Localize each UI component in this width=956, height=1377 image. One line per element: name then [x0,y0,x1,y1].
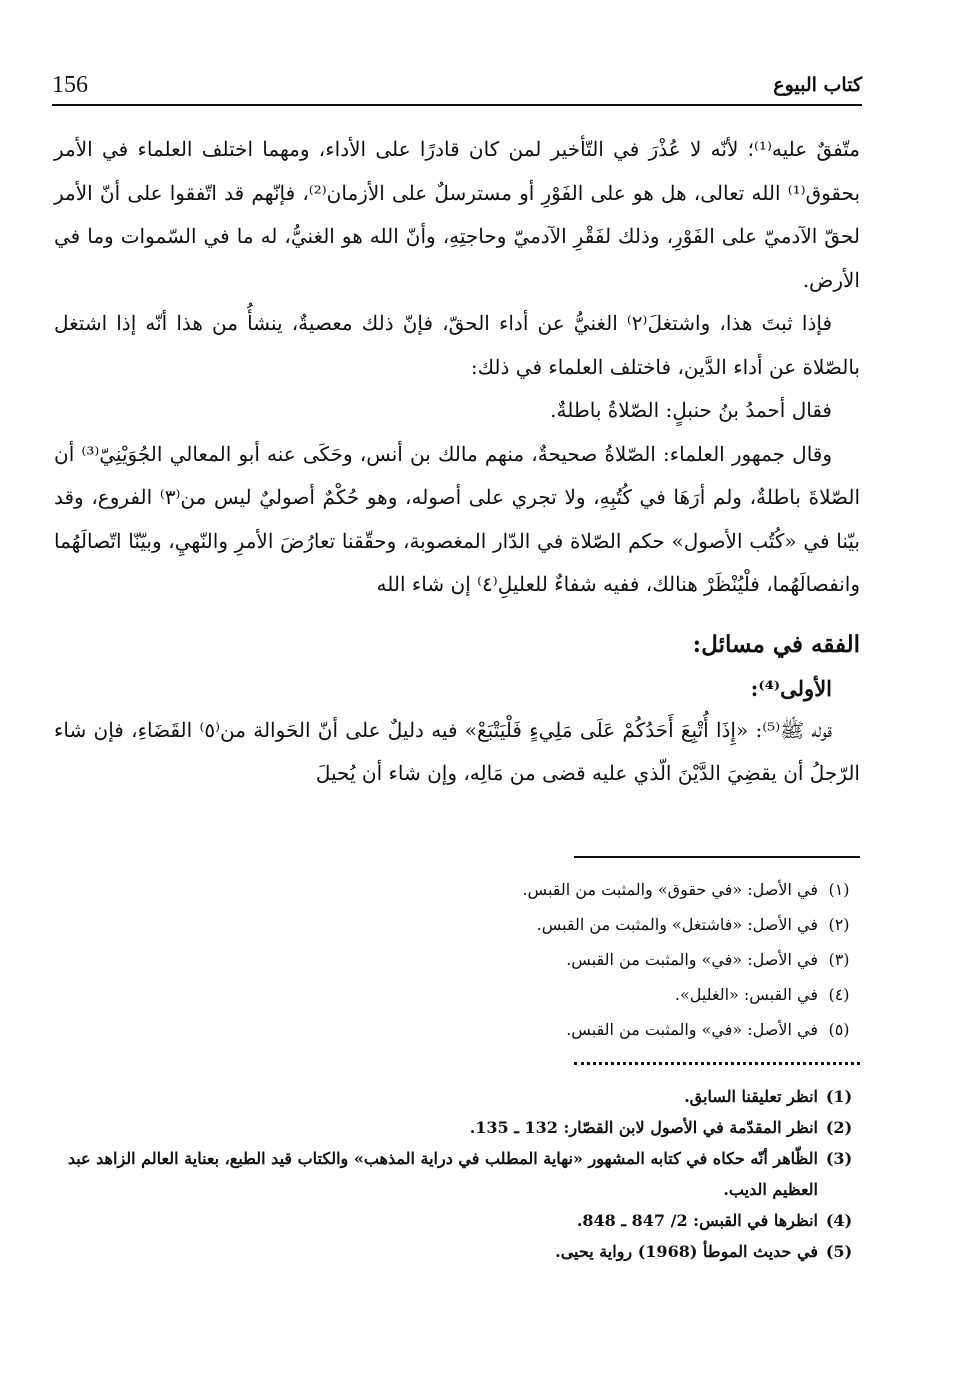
footnote-item [54,1112,860,1143]
paragraph-1: متّفقٌ عليه⁽¹⁾؛ لأنّه لا عُذْرَ في التّأخير لمن كان قادرًا على الأداء، ومهما اختلف العلماء في الأمر بحقوق⁽¹⁾ الله تعالى، هل هو على الفَوْرِ أو مسترسلٌ على الأزمان⁽²⁾، فإنّهم قد اتّفقوا على أنّ الأمر لحقّ الآدميّ على الفَوْرِ، وذلك لفَقْرِ الآدميّ وحاجتِهِ، وأنّ الله هو الغنيُّ، له ما في السّموات وما في الأرض. [54,137,861,292]
footnote-text: في حديث الموطأ (1968) رواية يحيى. [555,1242,818,1261]
footnote-separator [574,856,860,858]
footnote-text: في الأصل: «في» والمثبت من القبس. [566,1020,818,1039]
footnote-text: انظر تعليقنا السابق. [684,1087,818,1106]
footnote-item [54,907,860,942]
sub-title: الأولى⁽⁴⁾: [750,675,832,701]
dotted-separator [574,1062,860,1065]
footnote-number: (3) [825,1149,853,1168]
paragraph-3: فقال أحمدُ بنُ حنبلٍ: الصّلاةُ باطلةٌ. [550,398,832,422]
paragraph-5: قوله ﷺ⁽⁵⁾: «إِذَا أُتْبِعَ أَحَدُكُمْ عَلَى مَلِيءٍ فَلْيَتْبَعْ» فيه دليلٌ على أنّ الحَوالة من⁽٥⁾ القَضَاءِ، فإن شاء الرّجلُ أن يقضِيَ الدَّيْنَ الّذي عليه قضى من مَالِه، وإن شاء أن يُحيلَ [54,717,860,785]
footnote-text: الظّاهر أنّه حكاه في كتابه المشهور «نهاية المطلب في دراية المذهب» والكتاب قيد الطبع، بعناية العالم الزاهد عبد العظيم الديب. [67,1149,818,1199]
footnote-number: (1) [825,1087,853,1106]
footnote-number: (2) [825,1118,853,1137]
footnote-number: (4) [825,1211,853,1230]
section-title: الفقه في مسائل: [692,630,860,658]
footnote-item [54,1205,860,1236]
footnote-number: (٢) [828,915,850,934]
footnote-number: (٤) [828,985,850,1004]
footnote-item [54,942,860,977]
footnote-item [54,1236,860,1267]
footnote-text: في الأصل: «فاشتغل» والمثبت من القبس. [536,915,818,934]
main-text [54,128,860,796]
footnote-text: في الأصل: «في» والمثبت من القبس. [566,950,818,969]
manuscript-footnotes [54,856,860,1047]
footnote-number: (١) [828,880,850,899]
footnote-item [54,977,860,1012]
page-header [52,66,862,106]
footnote-item [54,1081,860,1112]
footnote-text: انظرها في القبس: 2/ 847 ـ 848. [576,1211,818,1230]
editor-footnote-list [54,1081,860,1267]
page-number: 156 [52,72,88,98]
footnote-number: (٣) [828,950,850,969]
paragraph-4: وقال جمهور العلماء: الصّلاةُ صحيحةٌ، منهم مالك بن أنس، وحَكَى عنه أبو المعالي الجُوَيْنِيّ⁽³⁾ أن الصّلاةَ باطلةٌ، ولم أرَهَا في كُتُبِهِ، ولا تجري على أصوله، وهو حُكْمٌ أصوليٌ ليس من⁽٣⁾ الفروع، وقد بيّنا في «كُتُب الأصول» حكم الصّلاة في الدّار المغصوبة، وحقّقنا تعارُضَ الأمرِ والنّهيِ، وبيّنّا اتّصالَهُما وانفصالَهُما، فلْيُنْظَرْ هنالك، ففيه شفاءٌ للعليلِ⁽٤⁾ إن شاء الله [54,441,860,596]
editor-footnotes [54,1062,860,1267]
footnote-text: في الأصل: «في حقوق» والمثبت من القبس. [522,880,818,899]
footnote-text: انظر المقدّمة في الأصول لابن القصّار: 132 ـ 135. [469,1118,818,1137]
footnote-item [54,1143,860,1205]
paragraph-2: فإذا ثبتَ هذا، واشتغلَ⁽٢⁾ الغنيُّ عن أداء الحقّ، فإنّ ذلك معصيةٌ، ينشأُ من هذا أنّه إذا اشتغل بالصّلاة عن أداء الدَّين، فاختلف العلماء في ذلك: [54,311,860,379]
footnote-number: (5) [825,1242,853,1261]
running-title: كتاب البيوع [773,74,862,96]
footnote-item [54,1012,860,1047]
footnote-item [54,872,860,907]
footnote-text: في القبس: «الغليل». [674,985,818,1004]
footnote-number: (٥) [828,1020,850,1039]
manuscript-footnote-list [54,872,860,1047]
